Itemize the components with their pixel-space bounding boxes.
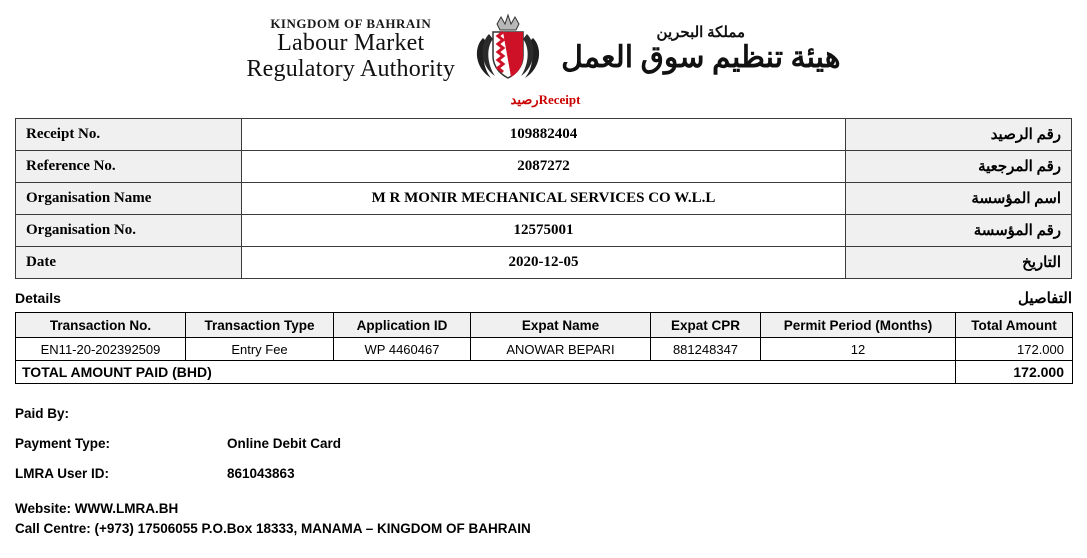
details-heading-english: Details — [15, 290, 61, 306]
total-amount-paid-value: 172.000 — [956, 361, 1073, 384]
info-label-date: Date — [16, 247, 242, 279]
receipt-title-arabic: رصيد — [510, 92, 539, 107]
authority-line-arabic: هيئة تنظيم سوق العمل — [561, 41, 841, 75]
table-row — [16, 151, 1072, 183]
table-total-row — [16, 361, 1073, 384]
info-value-date: 2020-12-05 — [242, 247, 846, 279]
receipt-title — [0, 92, 1087, 108]
transaction-details-table — [15, 312, 1073, 384]
info-label-organisation-name: Organisation Name — [16, 183, 242, 215]
table-row — [16, 183, 1072, 215]
info-value-reference-no: 2087272 — [242, 151, 846, 183]
payment-type-value: Online Debit Card — [227, 436, 342, 451]
table-row — [16, 215, 1072, 247]
document-footer — [15, 499, 1072, 538]
footer-website: Website: WWW.LMRA.BH — [15, 501, 179, 516]
column-header-transaction-no: Transaction No. — [16, 313, 186, 338]
info-label-reference-no: Reference No. — [16, 151, 242, 183]
lmra-user-id-value: 861043863 — [227, 466, 295, 481]
authority-name-arabic — [561, 26, 840, 73]
info-label-ar-reference-no: رقم المرجعية — [846, 151, 1072, 183]
column-header-total-amount: Total Amount — [956, 313, 1073, 338]
paid-by-heading-line — [15, 406, 1072, 421]
cell-expat-name: ANOWAR BEPARI — [471, 338, 651, 361]
bahrain-crest-icon — [469, 12, 547, 88]
authority-line-2: Regulatory Authority — [246, 56, 456, 83]
details-heading-row — [15, 289, 1072, 308]
table-row — [16, 338, 1073, 361]
info-value-organisation-no: 12575001 — [242, 215, 846, 247]
footer-call-centre: Call Centre: (+973) 17506055 P.O.Box 18333, MANAMA – KINGDOM OF BAHRAIN — [15, 520, 531, 536]
cell-transaction-type: Entry Fee — [186, 338, 334, 361]
cell-permit-period: 12 — [761, 338, 956, 361]
info-label-receipt-no: Receipt No. — [16, 119, 242, 151]
lmra-user-id-line — [15, 466, 1072, 481]
table-row — [16, 247, 1072, 279]
payment-type-line — [15, 436, 1072, 451]
payment-type-label: Payment Type: — [15, 436, 111, 451]
total-amount-paid-label: TOTAL AMOUNT PAID (BHD) — [16, 361, 956, 384]
receipt-title-english: Receipt — [538, 92, 581, 107]
receipt-info-table — [15, 118, 1072, 279]
authority-line-1: Labour Market — [277, 30, 425, 57]
cell-application-id: WP 4460467 — [334, 338, 471, 361]
authority-name-english — [246, 17, 455, 83]
cell-expat-cpr: 881248347 — [651, 338, 761, 361]
column-header-permit-period: Permit Period (Months) — [761, 313, 956, 338]
kingdom-line-arabic: مملكة البحرين — [656, 25, 746, 42]
table-row — [16, 119, 1072, 151]
kingdom-line: KINGDOM OF BAHRAIN — [270, 16, 432, 32]
paid-by-heading: Paid By: — [15, 406, 70, 421]
paid-by-section — [15, 406, 1072, 481]
info-value-organisation-name: M R MONIR MECHANICAL SERVICES CO W.L.L — [242, 183, 846, 215]
column-header-expat-cpr: Expat CPR — [651, 313, 761, 338]
lmra-user-id-label: LMRA User ID: — [15, 466, 110, 481]
info-value-receipt-no: 109882404 — [242, 119, 846, 151]
column-header-expat-name: Expat Name — [471, 313, 651, 338]
table-header-row — [16, 313, 1073, 338]
details-heading-arabic: التفاصيل — [1017, 291, 1072, 307]
info-label-ar-date: التاريخ — [846, 247, 1072, 279]
column-header-application-id: Application ID — [334, 313, 471, 338]
cell-transaction-no: EN11-20-202392509 — [16, 338, 186, 361]
document-header — [0, 0, 1087, 88]
info-label-ar-organisation-name: اسم المؤسسة — [846, 183, 1072, 215]
column-header-transaction-type: Transaction Type — [186, 313, 334, 338]
info-label-ar-organisation-no: رقم المؤسسة — [846, 215, 1072, 247]
cell-total-amount: 172.000 — [956, 338, 1073, 361]
info-label-ar-receipt-no: رقم الرصيد — [846, 119, 1072, 151]
info-label-organisation-no: Organisation No. — [16, 215, 242, 247]
